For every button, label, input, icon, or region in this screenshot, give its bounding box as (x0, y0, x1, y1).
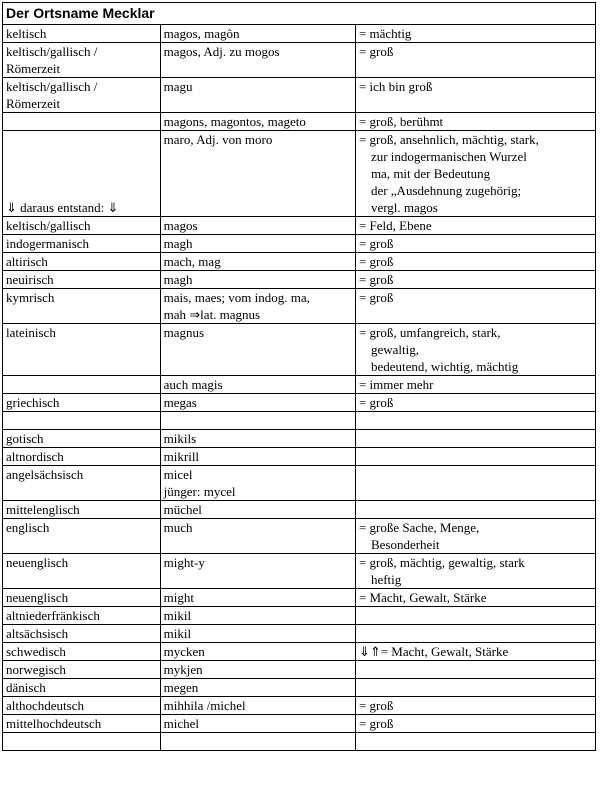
word-form-cell (160, 376, 355, 394)
meaning-cell (355, 697, 595, 715)
word-form-cell (160, 43, 355, 78)
cell-line: might-y (163, 555, 205, 570)
cell-line: althochdeutsch (6, 698, 84, 713)
language-cell (3, 733, 161, 751)
document (2, 2, 596, 751)
cell-line: kymrisch (6, 290, 55, 305)
table-row (3, 607, 596, 625)
cell-line: magh (163, 236, 193, 251)
cell-line: magons, magontos, mageto (163, 114, 306, 129)
cell-line: mihhila /michel (163, 698, 246, 713)
meaning-cell (355, 715, 595, 733)
cell-line: micel (163, 467, 193, 482)
table-row (3, 519, 596, 554)
cell-line: keltisch/gallisch / (6, 79, 98, 94)
language-cell (3, 412, 161, 430)
cell-line: = groß, umfangreich, stark, (358, 325, 501, 340)
cell-line: megas (163, 395, 197, 410)
cell-line: keltisch/gallisch / (6, 44, 98, 59)
word-form-cell (160, 466, 355, 501)
cell-line: indogermanisch (6, 236, 90, 251)
table-row (3, 625, 596, 643)
cell-line: mikil (163, 626, 192, 641)
table-row (3, 25, 596, 43)
meaning-cell (355, 554, 595, 589)
cell-line: mittelenglisch (6, 502, 80, 517)
cell-line: = Macht, Gewalt, Stärke (358, 590, 487, 605)
cell-line: might (163, 590, 194, 605)
cell-line: lateinisch (6, 325, 56, 340)
cell-line: = groß (358, 698, 394, 713)
meaning-cell (355, 217, 595, 235)
cell-line: = mächtig (358, 26, 412, 41)
table-row (3, 253, 596, 271)
cell-line: = groß (358, 290, 394, 305)
table-row (3, 715, 596, 733)
word-form-cell (160, 448, 355, 466)
meaning-cell (355, 394, 595, 412)
meaning-cell (355, 253, 595, 271)
language-cell (3, 253, 161, 271)
cell-line: magnus (163, 325, 205, 340)
meaning-cell (355, 376, 595, 394)
cell-line: gotisch (6, 431, 44, 446)
cell-line: neuenglisch (6, 555, 69, 570)
language-cell (3, 589, 161, 607)
cell-line: = Feld, Ebene (358, 218, 432, 233)
language-cell (3, 376, 161, 394)
language-cell (3, 625, 161, 643)
word-form-cell (160, 289, 355, 324)
meaning-cell (355, 412, 595, 430)
meaning-cell (355, 643, 595, 661)
cell-line: keltisch (6, 26, 47, 41)
language-cell (3, 643, 161, 661)
table-row (3, 661, 596, 679)
cell-line: ⇓⇑= Macht, Gewalt, Stärke (358, 644, 509, 659)
cell-line: = ich bin groß (358, 79, 433, 94)
word-form-cell (160, 643, 355, 661)
table-row (3, 235, 596, 253)
language-cell (3, 43, 161, 78)
cell-line: griechisch (6, 395, 60, 410)
meaning-cell (355, 131, 595, 217)
word-form-cell (160, 661, 355, 679)
cell-line: magos, Adj. zu mogos (163, 44, 280, 59)
word-form-cell (160, 78, 355, 113)
cell-line: = groß, ansehnlich, mächtig, stark, (358, 132, 539, 147)
language-cell (3, 519, 161, 554)
table-row (3, 113, 596, 131)
table-row (3, 643, 596, 661)
cell-line: Besonderheit (370, 537, 440, 552)
table-row (3, 394, 596, 412)
cell-line: = groß (358, 395, 394, 410)
table-row (3, 430, 596, 448)
word-form-cell (160, 271, 355, 289)
table-row (3, 412, 596, 430)
cell-line: michel (163, 716, 200, 731)
cell-line: keltisch/gallisch (6, 218, 91, 233)
word-form-cell (160, 131, 355, 217)
table-row (3, 43, 596, 78)
word-form-cell (160, 235, 355, 253)
cell-line: mikils (163, 431, 197, 446)
word-form-cell (160, 501, 355, 519)
cell-line: magos (163, 218, 198, 233)
cell-line: magu (163, 79, 193, 94)
meaning-cell (355, 448, 595, 466)
page-title: Der Ortsname Mecklar (2, 2, 596, 24)
table-row (3, 554, 596, 589)
table-row (3, 289, 596, 324)
table-row (3, 733, 596, 751)
cell-line: = große Sache, Menge, (358, 520, 480, 535)
cell-line: Römerzeit (6, 96, 61, 111)
word-form-cell (160, 394, 355, 412)
word-form-cell (160, 554, 355, 589)
cell-line: schwedisch (6, 644, 66, 659)
cell-line: mittelhochdeutsch (6, 716, 102, 731)
cell-line: = groß (358, 272, 394, 287)
language-cell (3, 661, 161, 679)
cell-line: bedeutend, wichtig, mächtig (370, 359, 519, 374)
meaning-cell (355, 78, 595, 113)
table-body (3, 25, 596, 751)
cell-line: altniederfränkisch (6, 608, 100, 623)
meaning-cell (355, 289, 595, 324)
meaning-cell (355, 271, 595, 289)
word-form-cell (160, 519, 355, 554)
table-row (3, 679, 596, 697)
meaning-cell (355, 430, 595, 448)
cell-line: altirisch (6, 254, 48, 269)
language-cell (3, 113, 161, 131)
language-cell (3, 394, 161, 412)
word-form-cell (160, 715, 355, 733)
cell-line: heftig (370, 572, 402, 587)
language-cell (3, 715, 161, 733)
cell-line: ⇓ daraus entstand: ⇓ (6, 200, 119, 215)
table-row (3, 78, 596, 113)
cell-line: Römerzeit (6, 61, 61, 76)
language-cell (3, 289, 161, 324)
table-row (3, 697, 596, 715)
language-cell (3, 607, 161, 625)
table-row (3, 131, 596, 217)
cell-line: mikil (163, 608, 192, 623)
cell-line: norwegisch (6, 662, 66, 677)
meaning-cell (355, 235, 595, 253)
meaning-cell (355, 324, 595, 376)
cell-line: mycken (163, 644, 205, 659)
cell-line: = groß, berühmt (358, 114, 444, 129)
language-cell (3, 131, 161, 217)
meaning-cell (355, 43, 595, 78)
meaning-cell (355, 113, 595, 131)
word-form-cell (160, 733, 355, 751)
cell-line: magh (163, 272, 193, 287)
word-form-cell (160, 253, 355, 271)
table-row (3, 376, 596, 394)
word-form-cell (160, 625, 355, 643)
word-form-cell (160, 589, 355, 607)
language-cell (3, 235, 161, 253)
word-form-cell (160, 113, 355, 131)
cell-line: = groß (358, 254, 394, 269)
meaning-cell (355, 25, 595, 43)
cell-line: englisch (6, 520, 50, 535)
cell-line: jünger: mycel (163, 484, 236, 499)
meaning-cell (355, 679, 595, 697)
cell-line: angelsächsisch (6, 467, 84, 482)
word-form-cell (160, 697, 355, 715)
table-row (3, 466, 596, 501)
meaning-cell (355, 501, 595, 519)
table-row (3, 271, 596, 289)
language-cell (3, 554, 161, 589)
word-form-cell (160, 217, 355, 235)
meaning-cell (355, 661, 595, 679)
language-cell (3, 25, 161, 43)
cell-line: magos, magôn (163, 26, 240, 41)
meaning-cell (355, 625, 595, 643)
cell-line: megen (163, 680, 199, 695)
etymology-table (2, 24, 596, 751)
cell-line: altsächsisch (6, 626, 69, 641)
cell-line: mikrill (163, 449, 200, 464)
cell-line: = groß, mächtig, gewaltig, stark (358, 555, 525, 570)
cell-line: = groß (358, 44, 394, 59)
cell-line: neuirisch (6, 272, 54, 287)
language-cell (3, 697, 161, 715)
cell-line: mais, maes; vom indog. ma, (163, 290, 310, 305)
cell-line: gewaltig, (370, 342, 419, 357)
language-cell (3, 679, 161, 697)
cell-line: mykjen (163, 662, 203, 677)
word-form-cell (160, 412, 355, 430)
cell-line: müchel (163, 502, 202, 517)
meaning-cell (355, 466, 595, 501)
meaning-cell (355, 589, 595, 607)
cell-line: = immer mehr (358, 377, 434, 392)
language-cell (3, 271, 161, 289)
word-form-cell (160, 25, 355, 43)
cell-line: ma, mit der Bedeutung (370, 166, 491, 181)
cell-line: der „Ausdehnung zugehörig; (370, 183, 522, 198)
language-cell (3, 448, 161, 466)
meaning-cell (355, 607, 595, 625)
cell-line: altnordisch (6, 449, 64, 464)
cell-line: = groß (358, 716, 394, 731)
language-cell (3, 501, 161, 519)
cell-line: maro, Adj. von moro (163, 132, 273, 147)
table-row (3, 589, 596, 607)
language-cell (3, 78, 161, 113)
cell-line: zur indogermanischen Wurzel (370, 149, 527, 164)
cell-line: neuenglisch (6, 590, 69, 605)
cell-line: dänisch (6, 680, 46, 695)
table-row (3, 217, 596, 235)
cell-line: = groß (358, 236, 394, 251)
meaning-cell (355, 733, 595, 751)
word-form-cell (160, 679, 355, 697)
table-row (3, 501, 596, 519)
table-row (3, 448, 596, 466)
table-row (3, 324, 596, 376)
cell-line: auch magis (163, 377, 223, 392)
language-cell (3, 324, 161, 376)
word-form-cell (160, 430, 355, 448)
cell-line: mah ⇒lat. magnus (163, 307, 261, 322)
cell-line: mach, mag (163, 254, 221, 269)
language-cell (3, 466, 161, 501)
word-form-cell (160, 324, 355, 376)
language-cell (3, 430, 161, 448)
language-cell (3, 217, 161, 235)
cell-line: vergl. magos (370, 200, 438, 215)
meaning-cell (355, 519, 595, 554)
word-form-cell (160, 607, 355, 625)
cell-line: much (163, 520, 193, 535)
